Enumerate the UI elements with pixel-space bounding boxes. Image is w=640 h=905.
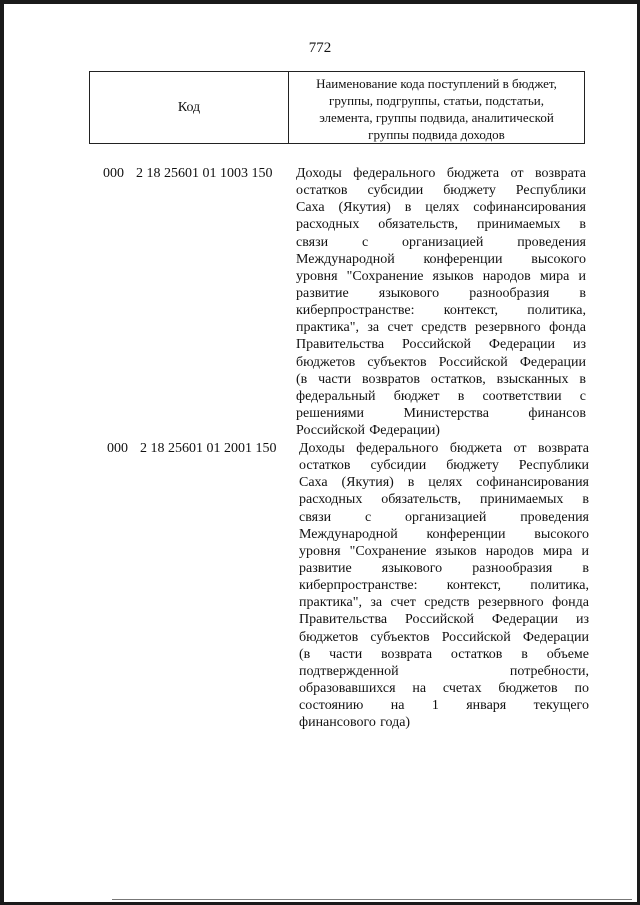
description-line: связи с организацией проведения xyxy=(296,234,586,250)
header-name-line: группы, подгруппы, статьи, подстатьи, xyxy=(329,93,544,108)
header-code-label: Код xyxy=(177,99,201,115)
description-line: Правительства Российской Федерации из xyxy=(299,612,589,628)
admin-code: 000 xyxy=(107,441,128,456)
description-line: (в части возврата остатков в объеме xyxy=(299,646,589,662)
description-line: уровня "Сохранение языков народов мира и xyxy=(299,543,589,559)
description-line: связи с организацией проведения xyxy=(299,509,589,525)
description-line: развитие языкового разнообразия в xyxy=(296,285,586,301)
table-row xyxy=(103,165,593,445)
description-line: Международной конференции высокого xyxy=(299,526,589,542)
revenue-description xyxy=(299,440,589,731)
revenue-code: 2 18 25601 01 1003 150 xyxy=(136,166,273,181)
description-line: бюджетов субъектов Российской Федерации xyxy=(299,629,589,645)
description-line: Саха (Якутия) в целях софинансирования xyxy=(299,475,589,491)
description-line: практика", за счет средств резервного фонда xyxy=(299,595,589,611)
revenue-description xyxy=(296,165,586,439)
scan-border-top xyxy=(0,0,640,4)
description-line: киберпространстве: контекст, политика, xyxy=(299,578,589,594)
description-line: расходных обязательств, принимаемых в xyxy=(299,492,589,508)
description-line: Доходы федерального бюджета от возврата xyxy=(296,166,586,181)
description-line: остатков субсидии бюджету Республики xyxy=(299,458,589,474)
description-line: (в части возвратов остатков, взысканных в xyxy=(296,371,586,387)
description-line: Российской Федерации) xyxy=(296,423,440,439)
revenue-code: 2 18 25601 01 2001 150 xyxy=(140,441,277,456)
description-line: практика", за счет средств резервного фонда xyxy=(296,320,586,336)
header-code-column xyxy=(90,72,289,143)
description-line: финансового года) xyxy=(299,715,411,731)
header-name-line: Наименование кода поступлений в бюджет, xyxy=(316,76,557,91)
scan-edge-line xyxy=(112,899,632,900)
table-row xyxy=(107,440,597,740)
page-number: 772 xyxy=(308,40,332,56)
description-line: расходных обязательств, принимаемых в xyxy=(296,217,586,233)
description-line: состоянию на 1 января текущего xyxy=(299,698,589,714)
description-line: бюджетов субъектов Российской Федерации xyxy=(296,354,586,370)
description-line: киберпространстве: контекст, политика, xyxy=(296,303,586,319)
scan-border-left xyxy=(0,0,4,905)
description-line: решениями Министерства финансов xyxy=(296,405,586,421)
header-name-column xyxy=(289,72,584,143)
description-line: развитие языкового разнообразия в xyxy=(299,560,589,576)
description-line: Доходы федерального бюджета от возврата xyxy=(299,441,589,456)
description-line: федеральный бюджет в соответствии с xyxy=(296,388,586,404)
description-line: остатков субсидии бюджету Республики xyxy=(296,183,586,199)
admin-code: 000 xyxy=(103,166,124,181)
header-name-line: элемента, группы подвида, аналитической xyxy=(319,110,554,125)
description-line: образовавшихся на счетах бюджетов по xyxy=(299,680,589,696)
description-line: Международной конференции высокого xyxy=(296,251,586,267)
table-header xyxy=(89,71,585,144)
description-line: Саха (Якутия) в целях софинансирования xyxy=(296,200,586,216)
description-line: Правительства Российской Федерации из xyxy=(296,337,586,353)
header-name-line: группы подвида доходов xyxy=(368,127,505,142)
description-line: подтвержденной потребности, xyxy=(299,663,589,679)
description-line: уровня "Сохранение языков народов мира и xyxy=(296,268,586,284)
